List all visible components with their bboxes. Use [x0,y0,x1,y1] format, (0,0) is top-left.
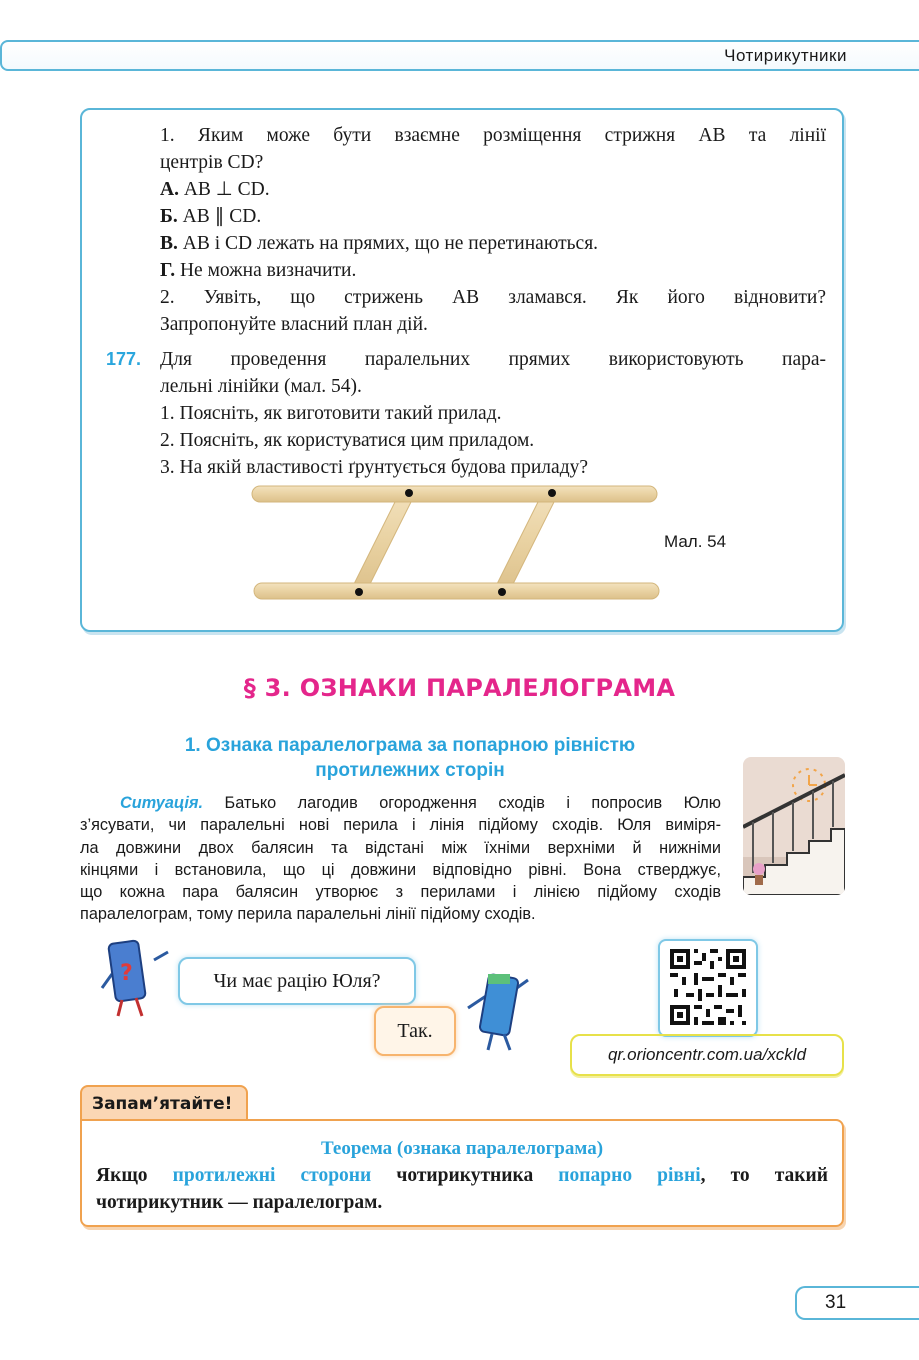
situation-line-3: ла довжини двох балясин та відстані між їхніми верхніми й нижніми [80,838,721,857]
qr-link[interactable]: qr.orioncentr.com.ua/xckld [570,1034,844,1076]
option-d-text: Не можна визначити. [179,260,357,281]
flower-icon [753,863,765,875]
speech-bubble-question: Чи має рацію Юля? [178,957,416,1005]
question-1-line-2: центрів CD? [160,152,264,173]
phone-character-question [98,938,178,1020]
theorem-text-part: Якщо [96,1165,173,1186]
theorem-line-1 [96,1162,828,1189]
option-d-label: Г. [160,260,176,281]
speech-bubble-answer: Так. [374,1006,456,1056]
subsection-title-line-2: протилежних сторін [315,760,505,781]
qr-code-card[interactable] [658,939,758,1037]
task-177-line-2: лельні лінійки (мал. 54). [160,376,362,397]
theorem-text-part: , то такий [700,1165,828,1186]
option-a-label: А. [160,179,179,200]
situation-line-2: з’ясувати, чи паралельні нові перила і лінія підйому сходів. Юля виміря- [80,816,721,835]
qr-code-icon [668,947,748,1027]
task-177-question-2: 2. Поясніть, як користуватися цим приладом. [160,430,535,451]
parallel-ruler-illustration [240,478,670,608]
page-header [0,40,919,73]
theorem-text-part: чотирикутника [371,1165,559,1186]
option-a [160,176,270,203]
page-number: 31 [795,1286,919,1320]
top-stick [252,486,657,502]
theorem-line-2: чотирикутник — паралелограм. [96,1192,383,1213]
subsection-title-line-1: 1. Ознака паралелограма за попарною рівністю [184,735,636,756]
section-title: § 3. ОЗНАКИ ПАРАЛЕЛОГРАМА [243,674,676,702]
option-b-label: Б. [160,206,178,227]
situation-line-4: кінцями і встановила, що ці довжини відповідно рівні. Вона стверджує, [80,860,721,879]
hinge-point [548,489,556,497]
option-b [160,203,261,230]
question-2-line-1: 2. Уявіть, що стрижень AB зламався. Як його відновити? [160,287,826,308]
situation-paragraph [80,792,721,926]
option-a-text: AB ⊥ CD. [183,179,270,200]
hinge-point [355,588,363,596]
option-c-text: AB і CD лежать на прямих, що не перетинаються. [182,233,599,254]
hinge-point [405,489,413,497]
option-d [160,257,356,284]
task-177-line-1: Для проведення паралельних прямих використовують пара- [160,349,826,370]
hinge-point [498,588,506,596]
diagonal-stick-left [349,488,418,594]
situation-line-6: паралелограм, тому перила паралельні лінії підйому сходів. [80,905,536,924]
option-b-text: AB ∥ CD. [182,206,262,227]
option-c-label: В. [160,233,178,254]
subsection-title [120,733,700,783]
theorem-highlight-opposite-sides: протилежні сторони [172,1165,372,1186]
question-2-line-2: Запропонуйте власний план дій. [160,314,428,335]
situation-lead: Ситуація. [120,794,204,812]
task-177-question-1: 1. Поясніть, як виготовити такий прилад. [160,403,502,424]
theorem-title: Теорема (ознака паралелограма) [320,1138,604,1159]
theorem-highlight-pairwise-equal: попарно рівні [558,1165,701,1186]
phone-character-answer [462,970,540,1056]
figure-caption: Мал. 54 [664,532,727,551]
question-mark-icon: ? [120,961,133,986]
chapter-title: Чотирикутники [724,46,847,65]
situation-line-1 [80,792,721,814]
task-number: 177. [106,349,142,369]
staircase-image [743,757,845,895]
situation-line-5: що кожна пара балясин утворює з перилами і лінією підйому сходів [80,883,721,902]
bottom-stick [254,583,659,599]
remember-tab: Запам’ятайте! [80,1085,248,1121]
option-c [160,230,598,257]
task-177-question-3: 3. На якій властивості ґрунтується будова приладу? [160,457,589,478]
diagonal-stick-right [492,488,561,594]
situation-line-1-text: Батько лагодив огородження сходів і попросив Юлю [224,794,722,812]
question-1-line-1: 1. Яким може бути взаємне розміщення стрижня AB та лінії [160,125,826,146]
